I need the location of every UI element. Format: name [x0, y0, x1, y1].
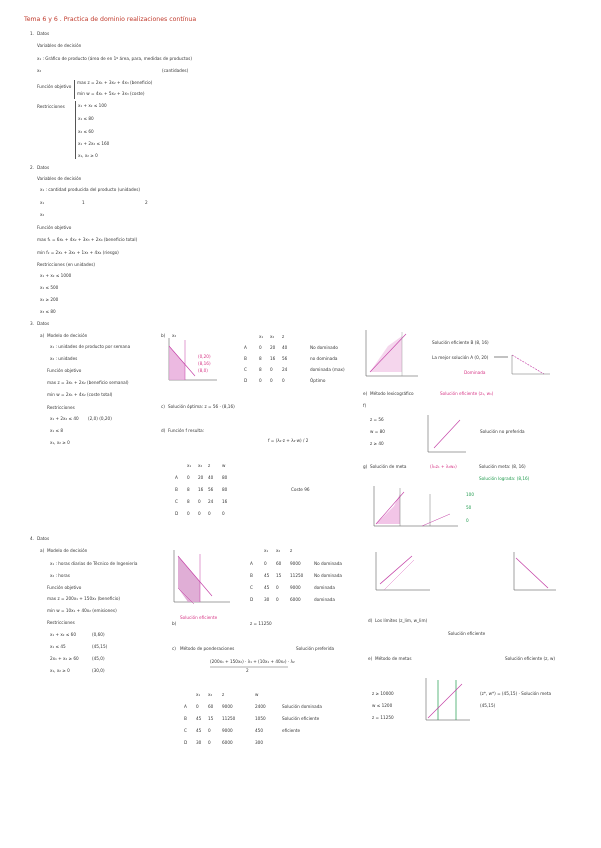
- s4-a-label: a): [40, 548, 45, 553]
- s3-f-line-2: z ≥ 40: [370, 441, 384, 446]
- s4-tbl1-r2-3: 9000: [290, 585, 301, 590]
- section-4-number: 4.: [30, 536, 34, 541]
- s4-a-line-2: Función objetivo: [47, 585, 82, 590]
- s3-tbl1-r2-0: C: [244, 367, 247, 372]
- s3-r2: La mejor solución A (0, 20): [432, 355, 489, 360]
- page-title: Tema 6 y 6 . Practica de dominio realizaciones contínua: [24, 16, 197, 23]
- s3-tbl2-note: Coste 96: [291, 487, 310, 492]
- s2-var-text: x₁ : cantidad producida del producto (unidades): [40, 187, 141, 192]
- s3-tbl1-r1-1: 8: [259, 356, 262, 361]
- s4-tbl1-h3: z: [290, 548, 293, 553]
- s3-tbl1-r3-1: 0: [259, 378, 262, 383]
- s1-res-4: x₁, x₂ ≥ 0: [78, 153, 98, 158]
- s3-g-green: Solución lograda: (8,16): [479, 476, 530, 481]
- s4-a-line-3: max z = 200x₁ + 150x₂ (beneficio): [47, 596, 121, 601]
- s4-tbl2-r2-4: 450: [255, 728, 263, 733]
- s4-e-val-2: z = 11250: [372, 715, 394, 720]
- s3-tbl2-r0-0: A: [175, 475, 178, 480]
- s3-b-pt-0: (0,20): [198, 354, 211, 359]
- s4-tbl2-h1: x₁: [196, 692, 201, 697]
- s3-tbl2-r2-0: C: [175, 499, 178, 504]
- s2-var-def: Variables de decisión: [37, 176, 82, 181]
- s3-tbl1-r3-3: 0: [282, 378, 285, 383]
- s4-b-text: Solución eficiente: [180, 615, 218, 620]
- s4-tbl2-r1-2: 15: [208, 716, 214, 721]
- s4-a-graph: [170, 548, 232, 608]
- s3-g-val-0: 100: [466, 492, 474, 497]
- s4-tbl2-r1-0: B: [184, 716, 187, 721]
- section-2-number: 2.: [30, 165, 34, 170]
- s4-d-res: Solución eficiente: [448, 631, 486, 636]
- s3-a-title: Modelo de decisión: [47, 333, 88, 338]
- s3-e-label: e): [363, 391, 368, 396]
- s1-var-def: Variables de decisión: [37, 43, 82, 48]
- s4-tbl2-note-1: Solución eficiente: [282, 716, 320, 721]
- s4-a-pt-0: (0,60): [92, 632, 105, 637]
- s3-tbl2-r2-1: 8: [187, 499, 190, 504]
- s1-obj-1: max z = 2x₁ + 3x₂ + 4x₃ (beneficio): [77, 80, 153, 85]
- s4-tbl1-r2-2: 0: [276, 585, 279, 590]
- s3-tbl2-h4: w: [222, 463, 226, 468]
- s3-tbl1-r1-2: 16: [270, 356, 276, 361]
- s3-tbl1-note-0: No dominado: [310, 345, 338, 350]
- s4-tbl2-r3-4: 300: [255, 740, 263, 745]
- s4-tbl1-note-2: dominada: [314, 585, 335, 590]
- s4-tbl2-note-2: eficiente: [282, 728, 301, 733]
- s3-a-line-4: min w = 2x₁ + 4x₂ (coste total): [47, 392, 113, 397]
- s3-f-res: Solución no preferida: [480, 429, 525, 434]
- s3-a-line-0: x₁ : unidades de producto por semana: [50, 344, 131, 349]
- s3-tbl2-r0-1: 0: [187, 475, 190, 480]
- s4-tbl1-h1: x₁: [264, 548, 269, 553]
- s4-c-res: Solución preferida: [296, 646, 335, 651]
- s3-c-label: c): [161, 404, 165, 409]
- s4-a-line-7: x₁ ≤ 45: [50, 644, 66, 649]
- s3-tbl1-r0-3: 40: [282, 345, 288, 350]
- s4-d-label: d): [368, 618, 373, 623]
- s4-c-frac-bot: 2: [246, 668, 249, 673]
- s3-tbl1-r2-1: 8: [259, 367, 262, 372]
- s1-res-bracket: [75, 101, 76, 159]
- s3-b-label: b): [161, 333, 166, 338]
- s4-tbl2-r0-4: 2400: [255, 704, 266, 709]
- s3-tbl1-h3: z: [282, 334, 285, 339]
- s3-tbl2-r3-0: D: [175, 511, 179, 516]
- s4-e-ans2: (45,15): [480, 703, 496, 708]
- s4-c-frac-line: [210, 666, 290, 668]
- s3-tbl1-h2: x₂: [270, 334, 275, 339]
- s4-tbl2-r3-3: 6000: [222, 740, 233, 745]
- s2-res-label: Restricciones (en unidades): [37, 262, 96, 267]
- s3-tbl2-h3: z: [208, 463, 211, 468]
- s4-a-pt-1: (45,15): [92, 644, 108, 649]
- s3-tbl2-h2: x₂: [198, 463, 203, 468]
- s4-e-res: Solución eficiente (z, w): [505, 656, 556, 661]
- s3-tbl2-r3-4: 0: [222, 511, 225, 516]
- s2-res-0: x₁ + x₂ ≤ 1000: [40, 273, 72, 278]
- s3-tbl1-r3-2: 0: [270, 378, 273, 383]
- s4-tbl2-r1-4: 1050: [255, 716, 266, 721]
- s3-a-line-1: x₂ : unidades: [50, 356, 78, 361]
- s4-tbl1-r3-0: D: [250, 597, 254, 602]
- s3-e-sub: Solución eficiente (z₁, w₁): [440, 391, 494, 396]
- s4-tbl1-r0-2: 60: [276, 561, 282, 566]
- s3-a-line-2: Función objetivo: [47, 368, 82, 373]
- s4-tbl2-r2-1: 45: [196, 728, 202, 733]
- s3-tbl1-r3-0: D: [244, 378, 248, 383]
- s3-tbl2-r3-3: 0: [208, 511, 211, 516]
- s3-a-line-6: x₁ + 2x₂ ≤ 40: [50, 416, 79, 421]
- s4-tbl1-r0-1: 0: [264, 561, 267, 566]
- s4-d-text: Los límites (z_lim, w_lim): [375, 618, 428, 623]
- s4-a-pt-3: (30,0): [92, 668, 105, 673]
- s1-var-y: x₂: [37, 68, 42, 73]
- s4-tbl2-h2: x₂: [208, 692, 213, 697]
- s2-col-b: 2: [145, 200, 148, 205]
- s3-a-line-3: max z = 3x₁ + 2x₂ (beneficio semanal): [47, 380, 129, 385]
- s4-tbl2-h4: w: [255, 692, 259, 697]
- s4-tbl2-r0-3: 9000: [222, 704, 233, 709]
- s4-right-graph-2: [510, 550, 560, 594]
- s1-var-y-note: (cantidades): [162, 68, 189, 73]
- s3-c-text: Solución óptima: z = 56 · (8,16): [168, 404, 235, 409]
- s4-a-pt-2: (45,0): [92, 656, 105, 661]
- s4-a-line-6: x₁ + x₂ ≤ 60: [50, 632, 76, 637]
- s4-tbl2-r3-1: 30: [196, 740, 202, 745]
- s4-tbl1-r1-1: 45: [264, 573, 270, 578]
- s3-tbl1-r1-3: 56: [282, 356, 288, 361]
- s3-r1: Solución eficiente B (8, 16): [432, 340, 489, 345]
- s3-a-b-values: (2,0) (0,20): [88, 416, 112, 421]
- s4-a-line-0: x₁ : horas diarias de Técnico de Ingeniería: [50, 561, 138, 566]
- s3-tbl1-note-3: Óptimo: [310, 378, 326, 383]
- s1-res-3: x₁ + 2x₂ ≤ 160: [78, 141, 110, 146]
- s3-tbl1-r1-0: B: [244, 356, 247, 361]
- section-1-heading: Datos: [37, 31, 50, 36]
- s4-tbl1-h2: x₂: [276, 548, 281, 553]
- s3-tbl2-r1-3: 56: [208, 487, 214, 492]
- s4-e-label: e): [368, 656, 373, 661]
- s3-g-label: g): [363, 464, 368, 469]
- s3-e-text: Método lexicográfico: [370, 391, 414, 396]
- s3-g-text: Solución de meta: [370, 464, 407, 469]
- s4-tbl1-r1-0: B: [250, 573, 253, 578]
- s4-tbl2-r1-3: 11250: [222, 716, 236, 721]
- s3-d-frac: f = (λ₁·z + λ₂·w) / 2: [268, 438, 309, 443]
- s4-a-line-9: x₁, x₂ ≥ 0: [50, 668, 70, 673]
- s3-f-line-0: z = 56: [370, 417, 384, 422]
- s3-r-arrow: [494, 352, 554, 380]
- s3-tbl2-h1: x₁: [187, 463, 192, 468]
- s4-tbl1-r3-2: 0: [276, 597, 279, 602]
- s2-res-1: x₁ ≤ 500: [40, 285, 59, 290]
- s3-d-text: Función f resulta:: [168, 428, 205, 433]
- s4-tbl2-h3: z: [222, 692, 225, 697]
- s3-tbl2-r1-1: 8: [187, 487, 190, 492]
- s3-tbl2-r2-2: 0: [198, 499, 201, 504]
- s3-tbl2-r1-4: 80: [222, 487, 228, 492]
- s3-tbl1-r2-3: 24: [282, 367, 288, 372]
- section-3-number: 3.: [30, 321, 34, 326]
- s3-tbl2-r0-4: 80: [222, 475, 228, 480]
- s3-b-pt-1: (8,16): [198, 361, 211, 366]
- s2-res-3: x₃ ≤ 80: [40, 309, 56, 314]
- s4-tbl2-r3-2: 0: [208, 740, 211, 745]
- s4-tbl2-r2-0: C: [184, 728, 187, 733]
- s1-obj-bracket: [74, 80, 75, 99]
- s3-tbl2-r0-2: 20: [198, 475, 204, 480]
- s4-tbl1-r0-3: 9000: [290, 561, 301, 566]
- s4-tbl2-r0-1: 0: [196, 704, 199, 709]
- s1-obj-label: Función objetivo: [37, 84, 72, 89]
- s4-c-label: c): [172, 646, 176, 651]
- s4-tbl1-r1-3: 11250: [290, 573, 304, 578]
- s2-x2: x₂: [40, 212, 45, 217]
- s4-a-title: Modelo de decisión: [47, 548, 88, 553]
- s3-g-graph: [370, 484, 460, 532]
- s4-tbl2-r3-0: D: [184, 740, 188, 745]
- s4-tbl2-r1-1: 45: [196, 716, 202, 721]
- s3-r3: Dominada: [464, 370, 486, 375]
- section-3-heading: Datos: [37, 321, 50, 326]
- s2-res-2: x₂ ≥ 200: [40, 297, 59, 302]
- s4-right-graph-1: [372, 550, 434, 594]
- s4-tbl1-r3-3: 6000: [290, 597, 301, 602]
- s3-g-ans: Solución meta: (8, 16): [479, 464, 526, 469]
- s4-c-text: Método de ponderaciones: [180, 646, 235, 651]
- s3-tbl2-r0-3: 40: [208, 475, 214, 480]
- s1-var-x: x₁ : Gráfico de producto (área de en 1º área, para, medidas de productos): [37, 56, 192, 61]
- s2-obj-2: min f₂ = 2x₁ + 3x₂ + 1x₃ + 4x₄ (riesgo): [37, 250, 119, 255]
- s3-a-line-7: x₁ ≤ 8: [50, 428, 63, 433]
- s3-tbl2-r1-0: B: [175, 487, 178, 492]
- s3-tbl1-r0-1: 0: [259, 345, 262, 350]
- s3-tbl1-r0-0: A: [244, 345, 247, 350]
- s3-a-line-5: Restricciones: [47, 405, 75, 410]
- s1-res-label: Restricciones: [37, 104, 65, 109]
- s4-e-text: Método de metas: [375, 656, 412, 661]
- s3-f-label: f): [363, 403, 367, 408]
- s4-tbl2-r2-2: 0: [208, 728, 211, 733]
- s4-b-label: b): [172, 621, 177, 626]
- s4-a-line-5: Restricciones: [47, 620, 75, 625]
- s1-res-0: x₁ + x₂ ≤ 100: [78, 103, 107, 108]
- s2-x1: x₁: [40, 200, 45, 205]
- s4-e-val-0: z ≥ 10000: [372, 691, 394, 696]
- s1-res-1: x₁ ≤ 80: [78, 116, 94, 121]
- s3-right-graph: [362, 328, 422, 380]
- s1-obj-2: min w = 4x₁ + 5x₂ + 3x₃ (coste): [77, 91, 145, 96]
- s4-c-frac-top: (200x₁ + 150x₂) · λ₁ + (10x₁ + 40x₂) · λ₂: [210, 659, 295, 664]
- s4-tbl1-r1-2: 15: [276, 573, 282, 578]
- s3-tbl2-r3-2: 0: [198, 511, 201, 516]
- section-1-number: 1.: [30, 31, 34, 36]
- s3-a-label: a): [40, 333, 45, 338]
- s4-tbl2-r2-3: 9000: [222, 728, 233, 733]
- s4-e-ans: (z*, w*) = (45,15) · Solución meta: [480, 691, 552, 696]
- section-2-heading: Datos: [37, 165, 50, 170]
- s3-a-line-8: x₁, x₂ ≥ 0: [50, 440, 70, 445]
- s3-tbl2-r1-2: 16: [198, 487, 204, 492]
- s4-tbl1-r3-1: 30: [264, 597, 270, 602]
- s3-f-line-1: w = 80: [370, 429, 385, 434]
- s3-d-label: d): [161, 428, 166, 433]
- section-4-heading: Datos: [37, 536, 50, 541]
- s4-a-line-1: x₂ : horas: [50, 573, 70, 578]
- s1-res-2: x₂ ≤ 60: [78, 129, 94, 134]
- s4-tbl1-r0-0: A: [250, 561, 253, 566]
- s3-tbl1-r0-2: 20: [270, 345, 276, 350]
- s4-tbl1-note-3: dominada: [314, 597, 335, 602]
- s3-b-axis: x₂: [172, 333, 177, 338]
- s4-tbl1-note-0: No dominada: [314, 561, 342, 566]
- s4-a-line-4: min w = 10x₁ + 40x₂ (emisiones): [47, 608, 117, 613]
- s4-tbl1-r2-1: 45: [264, 585, 270, 590]
- s4-tbl1-r2-0: C: [250, 585, 253, 590]
- s4-e-val-1: w ≤ 1200: [372, 703, 393, 708]
- s3-tbl1-note-2: dominada (max): [310, 367, 345, 372]
- s3-tbl1-note-1: no dominada: [310, 356, 338, 361]
- s3-tbl2-r3-1: 0: [187, 511, 190, 516]
- s4-b-eq: z = 11250: [250, 621, 272, 626]
- s3-g-val-2: 0: [466, 518, 469, 523]
- s2-obj-label: Función objetivo: [37, 225, 72, 230]
- s3-g-val-1: 50: [466, 505, 472, 510]
- s3-g-eq: (λ₁z₁ + λ₂w₂): [430, 464, 457, 469]
- s3-tbl2-r2-4: 16: [222, 499, 228, 504]
- s3-f-graph: [424, 412, 469, 457]
- s4-tbl2-r0-0: A: [184, 704, 187, 709]
- s3-b-graph: [165, 333, 220, 386]
- s4-a-line-8: 2x₁ + x₂ ≥ 60: [50, 656, 79, 661]
- s3-tbl2-r2-3: 24: [208, 499, 214, 504]
- s3-tbl1-r2-2: 0: [270, 367, 273, 372]
- s4-tbl2-note-0: Solución dominada: [282, 704, 322, 709]
- s2-obj-1: max f₁ = 6x₁ + 4x₂ + 3x₃ + 2x₄ (beneficio total): [37, 237, 138, 242]
- s2-col-a: 1: [82, 200, 85, 205]
- s4-tbl2-r0-2: 60: [208, 704, 214, 709]
- s4-tbl1-note-1: No dominada: [314, 573, 342, 578]
- s3-b-pt-2: (8,0): [198, 368, 208, 373]
- s4-e-graph: [422, 676, 472, 726]
- s3-tbl1-h1: x₁: [259, 334, 264, 339]
